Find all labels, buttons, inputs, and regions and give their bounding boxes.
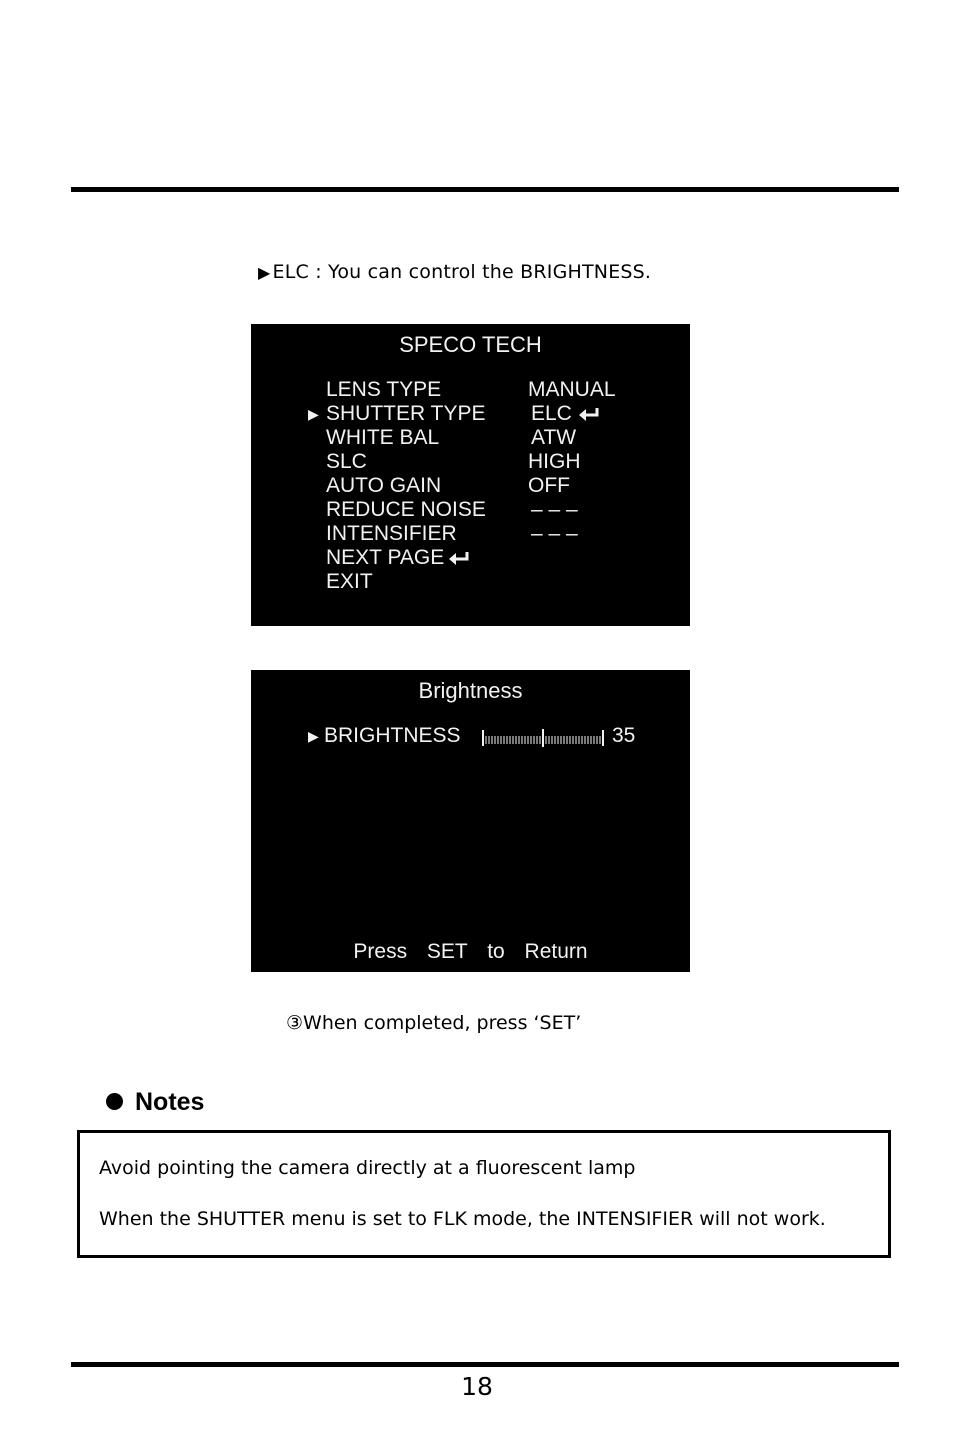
menu-row-next-page (251, 546, 690, 570)
menu-label: SHUTTER TYPE (326, 402, 486, 425)
menu-row-exit (251, 570, 690, 594)
top-rule (71, 187, 899, 192)
menu-label: AUTO GAIN (326, 474, 442, 497)
menu-value: – – – (531, 522, 578, 545)
osd-footer-instruction: Press SET to Return (353, 940, 588, 963)
menu-row-shutter-type (251, 402, 690, 426)
notes-heading-text: Notes (135, 1088, 205, 1116)
menu-row-auto-gain (251, 474, 690, 498)
osd-main-menu (251, 324, 690, 626)
intro-line (258, 261, 651, 283)
play-triangle-icon: ▶ (308, 728, 319, 744)
menu-label: EXIT (326, 570, 373, 593)
menu-value: ATW (531, 426, 577, 449)
menu-value: – – – (531, 498, 578, 521)
note-line: When the SHUTTER menu is set to FLK mode, the INTENSIFIER will not work. (99, 1208, 826, 1230)
enter-return-icon (448, 551, 470, 565)
menu-row-white-bal (251, 426, 690, 450)
intro-text: ELC : You can control the BRIGHTNESS. (272, 261, 652, 283)
brightness-value: 35 (612, 724, 636, 747)
menu-label: LENS TYPE (326, 378, 442, 401)
menu-label: WHITE BAL (326, 426, 440, 449)
menu-row-intensifier (251, 522, 690, 546)
menu-label: INTENSIFIER (326, 522, 457, 545)
brightness-row (251, 724, 690, 750)
page-number: 18 (461, 1372, 493, 1401)
menu-label: NEXT PAGE (326, 546, 445, 569)
notes-heading (106, 1088, 204, 1117)
osd-brightness-menu (251, 670, 690, 972)
osd-main-title: SPECO TECH (399, 332, 542, 357)
notes-box (77, 1130, 891, 1258)
bottom-rule (71, 1362, 899, 1367)
step-instruction: ③When completed, press ‘SET’ (286, 1012, 582, 1034)
brightness-slider (481, 728, 605, 748)
play-triangle-icon: ▶ (308, 406, 319, 422)
menu-value: HIGH (528, 450, 581, 473)
menu-row-reduce-noise (251, 498, 690, 522)
menu-label: REDUCE NOISE (326, 498, 486, 521)
brightness-label: BRIGHTNESS (324, 724, 461, 747)
menu-row-lens-type (251, 378, 690, 402)
note-line: Avoid pointing the camera directly at a fluorescent lamp (99, 1157, 636, 1179)
menu-value: MANUAL (528, 378, 616, 401)
enter-return-icon (578, 407, 600, 421)
bullet-dot-icon (106, 1093, 123, 1110)
play-triangle-icon: ▶ (258, 263, 271, 282)
menu-label: SLC (326, 450, 367, 473)
menu-label-with-enter (326, 546, 470, 570)
menu-value-with-enter (531, 402, 600, 426)
osd-brightness-title: Brightness (418, 678, 523, 703)
menu-value: ELC (531, 402, 572, 425)
menu-row-slc (251, 450, 690, 474)
menu-value: OFF (528, 474, 570, 497)
